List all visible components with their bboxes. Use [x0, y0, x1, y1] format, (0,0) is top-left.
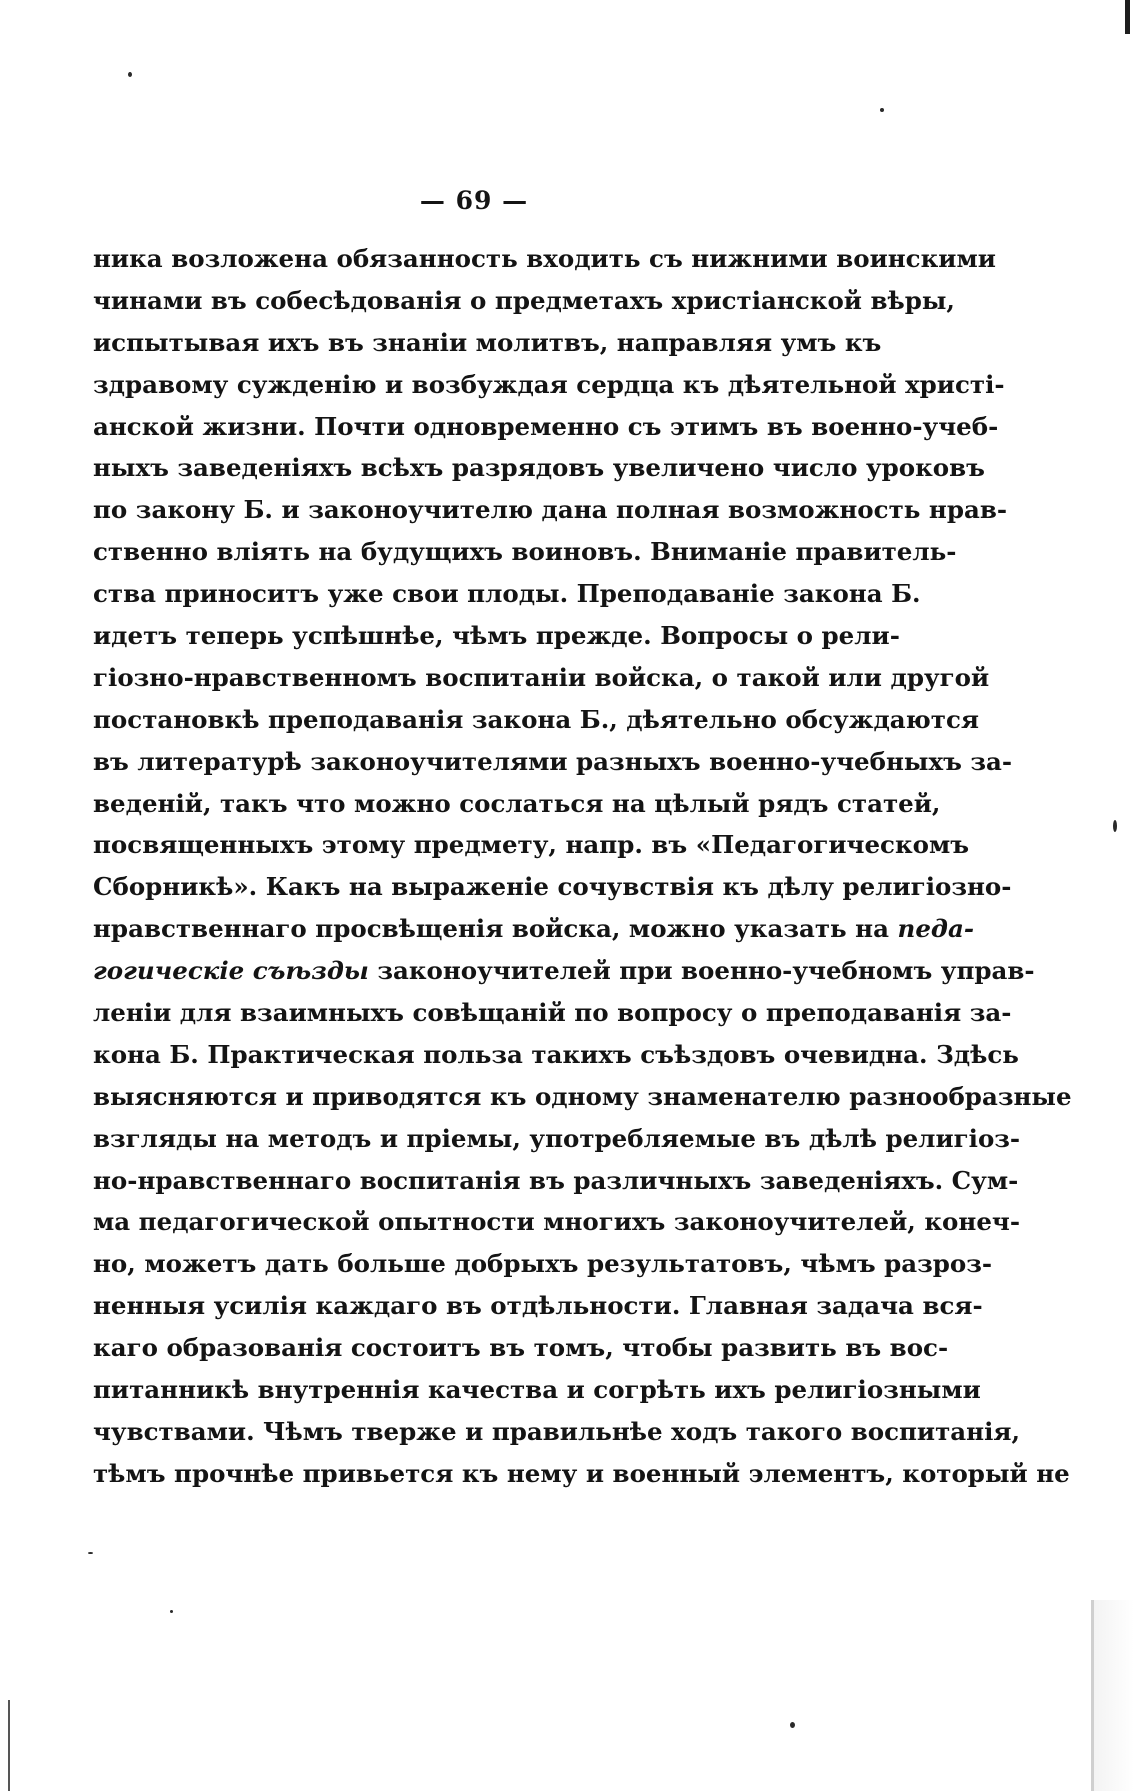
- text-line: выясняются и приводятся къ одному знаменателю разнообразные: [93, 1081, 1072, 1111]
- text-line: постановкѣ преподаванія закона Б., дѣятельно обсуждаются: [93, 704, 979, 734]
- text-line: чувствами. Чѣмъ тверже и правильнѣе ходъ такого воспитанія,: [93, 1416, 1021, 1446]
- text-line: но-нравственнаго воспитанія въ различныхъ заведеніяхъ. Сум-: [93, 1165, 1019, 1195]
- scan-edge-mark: [1125, 0, 1130, 34]
- text-line: каго образованія состоитъ въ томъ, чтобы развить въ вос-: [93, 1333, 949, 1363]
- body-text: [93, 238, 1072, 1495]
- text-line: ныхъ заведеніяхъ всѣхъ разрядовъ увеличено число уроковъ: [93, 453, 985, 483]
- text-line: ма педагогической опытности многихъ законоучителей, конеч-: [93, 1207, 1021, 1237]
- scan-page-edge-shadow: [1091, 1600, 1134, 1791]
- scan-speck: [790, 1722, 795, 1728]
- text-line: въ литературѣ законоучителями разныхъ военно-учебныхъ за-: [93, 746, 1013, 776]
- text-line: но, можетъ дать больше добрыхъ результатовъ, чѣмъ разроз-: [93, 1249, 993, 1279]
- text-line: идетъ теперь успѣшнѣе, чѣмъ прежде. Вопросы о рели-: [93, 621, 900, 651]
- italic-term: гогическіе съѣзды: [93, 956, 369, 986]
- text-line: питанникѣ внутреннія качества и согрѣть ихъ религіозными: [93, 1375, 981, 1405]
- scan-speck: [128, 72, 132, 77]
- scan-speck: [88, 1552, 93, 1554]
- text-line: ника возложена обязанность входить съ нижними воинскими: [93, 244, 996, 273]
- text-line: кона Б. Практическая польза такихъ съѣздовъ очевидна. Здѣсь: [93, 1039, 1019, 1069]
- text-line-with-italic: гогическіе съѣзды законоучителей при военно-учебномъ управ-: [93, 956, 1035, 986]
- text-line: леніи для взаимныхъ совѣщаній по вопросу о преподаванія за-: [93, 998, 1012, 1028]
- text-line: гіозно-нравственномъ воспитаніи войска, о такой или другой: [93, 662, 990, 692]
- text-line: взгляды на методъ и пріемы, употребляемые въ дѣлѣ религіоз-: [93, 1123, 1021, 1153]
- scan-edge-mark: [8, 1700, 10, 1791]
- page-number: — 69 —: [419, 186, 529, 215]
- text-line: тѣмъ прочнѣе привьется къ нему и военный элементъ, который не: [93, 1458, 1070, 1488]
- scan-speck: [880, 108, 884, 112]
- text-line: по закону Б. и законоучителю дана полная возможность нрав-: [93, 495, 1008, 525]
- text-line: здравому сужденію и возбуждая сердца къ дѣятельной христі-: [93, 369, 1005, 399]
- text-line: анской жизни. Почти одновременно съ этимъ въ военно-учеб-: [93, 411, 999, 441]
- text-line: посвященныхъ этому предмету, напр. въ «Педагогическомъ: [93, 830, 970, 860]
- text-line: Сборникѣ». Какъ на выраженіе сочувствія къ дѣлу религіозно-: [93, 872, 1012, 902]
- scan-speck: [170, 1610, 173, 1613]
- italic-term: педа-: [897, 914, 975, 944]
- text-line: испытывая ихъ въ знаніи молитвъ, направляя умъ къ: [93, 327, 882, 357]
- text-line: ства приноситъ уже свои плоды. Преподаваніе закона Б.: [93, 579, 921, 609]
- text-line: ненныя усилія каждаго въ отдѣльности. Главная задача вся-: [93, 1291, 983, 1321]
- text-line: чинами въ собесѣдованія о предметахъ христіанской вѣры,: [93, 285, 955, 315]
- text-line-with-italic: нравственнаго просвѣщенія войска, можно указать на педа-: [93, 914, 975, 944]
- text-line: веденій, такъ что можно сослаться на цѣлый рядъ статей,: [93, 788, 941, 818]
- text-line: ственно влiять на будущихъ воиновъ. Вниманіе правитель-: [93, 537, 957, 567]
- scan-speck: [1113, 820, 1117, 832]
